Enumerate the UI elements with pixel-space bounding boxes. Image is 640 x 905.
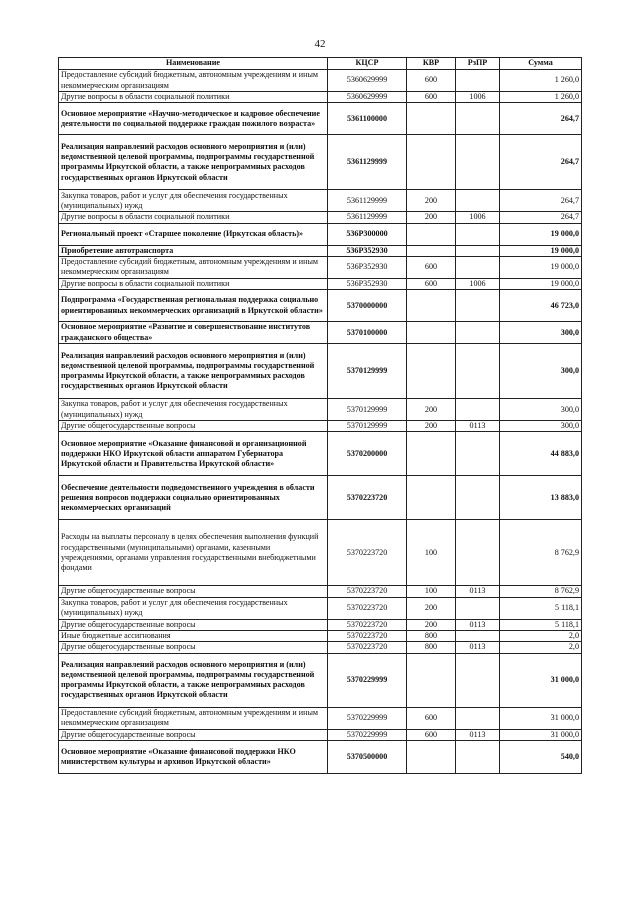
cell-kvr: 600 xyxy=(407,70,456,92)
cell-rzpr xyxy=(456,70,500,92)
cell-kvr: 600 xyxy=(407,92,456,103)
cell-sum: 264,7 xyxy=(500,212,582,223)
cell-rzpr xyxy=(456,135,500,190)
cell-rzpr: 0113 xyxy=(456,586,500,597)
cell-rzpr xyxy=(456,190,500,212)
cell-kcsr: 5361129999 xyxy=(328,212,407,223)
cell-kvr xyxy=(407,290,456,322)
cell-kcsr: 5370229999 xyxy=(328,707,407,729)
table-row xyxy=(59,290,582,322)
cell-kvr xyxy=(407,223,456,245)
cell-sum: 19 000,0 xyxy=(500,223,582,245)
table-row xyxy=(59,92,582,103)
cell-kvr xyxy=(407,322,456,344)
cell-sum: 31 000,0 xyxy=(500,707,582,729)
cell-name: Региональный проект «Старшее поколение (Иркутская область)» xyxy=(59,223,328,245)
cell-sum: 264,7 xyxy=(500,135,582,190)
cell-kcsr: 5361129999 xyxy=(328,135,407,190)
cell-kvr: 600 xyxy=(407,707,456,729)
table-row xyxy=(59,70,582,92)
cell-rzpr: 0113 xyxy=(456,619,500,630)
cell-rzpr xyxy=(456,597,500,619)
cell-kcsr: 5370223720 xyxy=(328,642,407,653)
table-row xyxy=(59,322,582,344)
cell-sum: 300,0 xyxy=(500,399,582,421)
cell-kvr: 200 xyxy=(407,212,456,223)
table-body xyxy=(59,70,582,774)
cell-rzpr xyxy=(456,290,500,322)
cell-sum: 31 000,0 xyxy=(500,729,582,740)
cell-kcsr: 5370129999 xyxy=(328,344,407,399)
cell-rzpr xyxy=(456,476,500,520)
cell-name: Другие общегосударственные вопросы xyxy=(59,642,328,653)
cell-name: Подпрограмма «Государственная региональная поддержка социально ориентированных некоммерческих организаций в Иркутской области» xyxy=(59,290,328,322)
cell-rzpr xyxy=(456,245,500,256)
cell-rzpr xyxy=(456,707,500,729)
cell-kvr xyxy=(407,344,456,399)
table-row xyxy=(59,653,582,707)
header-kvr: КВР xyxy=(407,58,456,70)
cell-rzpr xyxy=(456,653,500,707)
cell-name: Другие общегосударственные вопросы xyxy=(59,421,328,432)
cell-name: Другие общегосударственные вопросы xyxy=(59,619,328,630)
cell-kvr xyxy=(407,740,456,773)
cell-rzpr xyxy=(456,740,500,773)
table-row xyxy=(59,520,582,586)
cell-kvr: 600 xyxy=(407,278,456,289)
cell-sum: 264,7 xyxy=(500,103,582,135)
cell-sum: 5 118,1 xyxy=(500,619,582,630)
table-row xyxy=(59,476,582,520)
cell-kcsr: 5370129999 xyxy=(328,421,407,432)
cell-name: Основное мероприятие «Развитие и совершенствование институтов гражданского общества» xyxy=(59,322,328,344)
table-row xyxy=(59,586,582,597)
header-sum: Сумма xyxy=(500,58,582,70)
cell-sum: 2,0 xyxy=(500,642,582,653)
cell-name: Предоставление субсидий бюджетным, автономным учреждениям и иным некоммерческим организациям xyxy=(59,70,328,92)
table-row xyxy=(59,278,582,289)
cell-kcsr: 5370200000 xyxy=(328,432,407,476)
cell-kcsr: 5370129999 xyxy=(328,399,407,421)
cell-kvr: 600 xyxy=(407,256,456,278)
cell-sum: 300,0 xyxy=(500,421,582,432)
cell-sum: 19 000,0 xyxy=(500,256,582,278)
cell-rzpr xyxy=(456,103,500,135)
cell-name: Другие вопросы в области социальной политики xyxy=(59,212,328,223)
cell-kcsr: 5361100000 xyxy=(328,103,407,135)
cell-kcsr: 5370223720 xyxy=(328,520,407,586)
cell-kcsr: 5370229999 xyxy=(328,729,407,740)
cell-kcsr: 536P352930 xyxy=(328,245,407,256)
cell-rzpr xyxy=(456,399,500,421)
table-row xyxy=(59,256,582,278)
cell-kcsr: 5361129999 xyxy=(328,190,407,212)
cell-kvr xyxy=(407,135,456,190)
cell-kvr: 800 xyxy=(407,631,456,642)
cell-name: Реализация направлений расходов основного мероприятия и (или) ведомственной целевой программы, подпрограммы государственной программы Иркутской области, а также непрограммных расходов государственных органов Иркутской области xyxy=(59,135,328,190)
table-row xyxy=(59,432,582,476)
table-row xyxy=(59,103,582,135)
cell-rzpr xyxy=(456,223,500,245)
cell-name: Реализация направлений расходов основного мероприятия и (или) ведомственной целевой программы, подпрограммы государственной программы Иркутской области, а также непрограммных расходов государственных органов Иркутской области xyxy=(59,653,328,707)
table-header-row xyxy=(59,58,582,70)
cell-kcsr: 5370223720 xyxy=(328,597,407,619)
cell-kcsr: 536P300000 xyxy=(328,223,407,245)
cell-sum: 19 000,0 xyxy=(500,278,582,289)
cell-rzpr: 1006 xyxy=(456,92,500,103)
cell-name: Другие общегосударственные вопросы xyxy=(59,729,328,740)
cell-rzpr: 0113 xyxy=(456,421,500,432)
page-number: 42 xyxy=(314,38,326,50)
cell-sum: 13 883,0 xyxy=(500,476,582,520)
table-row xyxy=(59,190,582,212)
cell-kvr: 600 xyxy=(407,729,456,740)
cell-rzpr xyxy=(456,520,500,586)
cell-name: Основное мероприятие «Научно-методическое и кадровое обеспечение деятельности по социальной поддержке граждан пожилого возраста» xyxy=(59,103,328,135)
cell-kcsr: 5360629999 xyxy=(328,70,407,92)
cell-name: Другие вопросы в области социальной политики xyxy=(59,92,328,103)
table-row xyxy=(59,740,582,773)
cell-name: Закупка товаров, работ и услуг для обеспечения государственных (муниципальных) нужд xyxy=(59,597,328,619)
cell-rzpr xyxy=(456,322,500,344)
table-row xyxy=(59,212,582,223)
cell-kvr: 200 xyxy=(407,421,456,432)
table-row xyxy=(59,245,582,256)
cell-name: Основное мероприятие «Оказание финансовой и организационной поддержки НКО Иркутской области аппаратом Губернатора Иркутской области и Правительства Иркутской области» xyxy=(59,432,328,476)
cell-kcsr: 5370223720 xyxy=(328,619,407,630)
cell-name: Предоставление субсидий бюджетным, автономным учреждениям и иным некоммерческим организациям xyxy=(59,256,328,278)
cell-rzpr xyxy=(456,256,500,278)
header-kcsr: КЦСР xyxy=(328,58,407,70)
cell-rzpr: 1006 xyxy=(456,212,500,223)
table-row xyxy=(59,707,582,729)
cell-sum: 8 762,9 xyxy=(500,520,582,586)
table-row xyxy=(59,619,582,630)
cell-kvr: 200 xyxy=(407,619,456,630)
table-row xyxy=(59,729,582,740)
cell-sum: 264,7 xyxy=(500,190,582,212)
cell-kvr: 100 xyxy=(407,520,456,586)
cell-sum: 540,0 xyxy=(500,740,582,773)
cell-kvr xyxy=(407,103,456,135)
cell-kvr xyxy=(407,476,456,520)
cell-kcsr: 536P352930 xyxy=(328,256,407,278)
cell-kcsr: 5370223720 xyxy=(328,631,407,642)
cell-sum: 31 000,0 xyxy=(500,653,582,707)
cell-kvr xyxy=(407,432,456,476)
cell-name: Расходы на выплаты персоналу в целях обеспечения выполнения функций государственными (муниципальными) органами, казенными учреждениями, органами управления государственными внебюджетными фондами xyxy=(59,520,328,586)
cell-name: Реализация направлений расходов основного мероприятия и (или) ведомственной целевой программы, подпрограммы государственной программы Иркутской области, а также непрограммных расходов государственных органов Иркутской области xyxy=(59,344,328,399)
cell-sum: 5 118,1 xyxy=(500,597,582,619)
cell-rzpr xyxy=(456,631,500,642)
cell-name: Основное мероприятие «Оказание финансовой поддержки НКО министерством культуры и архивов Иркутской области» xyxy=(59,740,328,773)
cell-sum: 44 883,0 xyxy=(500,432,582,476)
cell-name: Иные бюджетные ассигнования xyxy=(59,631,328,642)
cell-kcsr: 5370223720 xyxy=(328,586,407,597)
cell-name: Другие вопросы в области социальной политики xyxy=(59,278,328,289)
table-row xyxy=(59,344,582,399)
cell-kvr xyxy=(407,245,456,256)
budget-table xyxy=(58,57,582,774)
table-row xyxy=(59,421,582,432)
cell-rzpr: 0113 xyxy=(456,729,500,740)
cell-kvr xyxy=(407,653,456,707)
cell-kcsr: 5370100000 xyxy=(328,322,407,344)
cell-sum: 1 260,0 xyxy=(500,70,582,92)
cell-rzpr: 1006 xyxy=(456,278,500,289)
cell-name: Закупка товаров, работ и услуг для обеспечения государственных (муниципальных) нужд xyxy=(59,399,328,421)
cell-kcsr: 5370000000 xyxy=(328,290,407,322)
cell-kvr: 100 xyxy=(407,586,456,597)
cell-rzpr xyxy=(456,344,500,399)
cell-name: Обеспечение деятельности подведомственного учреждения в области решения вопросов поддержки социально ориентированных некоммерческих организаций xyxy=(59,476,328,520)
header-name: Наименование xyxy=(59,58,328,70)
cell-sum: 46 723,0 xyxy=(500,290,582,322)
cell-name: Предоставление субсидий бюджетным, автономным учреждениям и иным некоммерческим организациям xyxy=(59,707,328,729)
cell-sum: 300,0 xyxy=(500,322,582,344)
cell-name: Другие общегосударственные вопросы xyxy=(59,586,328,597)
cell-kvr: 200 xyxy=(407,190,456,212)
cell-sum: 2,0 xyxy=(500,631,582,642)
cell-rzpr: 0113 xyxy=(456,642,500,653)
cell-kvr: 200 xyxy=(407,399,456,421)
cell-sum: 8 762,9 xyxy=(500,586,582,597)
cell-name: Приобретение автотранспорта xyxy=(59,245,328,256)
cell-sum: 1 260,0 xyxy=(500,92,582,103)
table-row xyxy=(59,135,582,190)
cell-kvr: 200 xyxy=(407,597,456,619)
cell-rzpr xyxy=(456,432,500,476)
header-rzpr: РзПР xyxy=(456,58,500,70)
cell-kcsr: 5370229999 xyxy=(328,653,407,707)
cell-kcsr: 5370500000 xyxy=(328,740,407,773)
table-row xyxy=(59,597,582,619)
table-row xyxy=(59,642,582,653)
cell-kcsr: 5360629999 xyxy=(328,92,407,103)
table-row xyxy=(59,399,582,421)
table-row xyxy=(59,223,582,245)
table-row xyxy=(59,631,582,642)
cell-kcsr: 536P352930 xyxy=(328,278,407,289)
cell-name: Закупка товаров, работ и услуг для обеспечения государственных (муниципальных) нужд xyxy=(59,190,328,212)
cell-sum: 19 000,0 xyxy=(500,245,582,256)
cell-kcsr: 5370223720 xyxy=(328,476,407,520)
cell-kvr: 800 xyxy=(407,642,456,653)
cell-sum: 300,0 xyxy=(500,344,582,399)
